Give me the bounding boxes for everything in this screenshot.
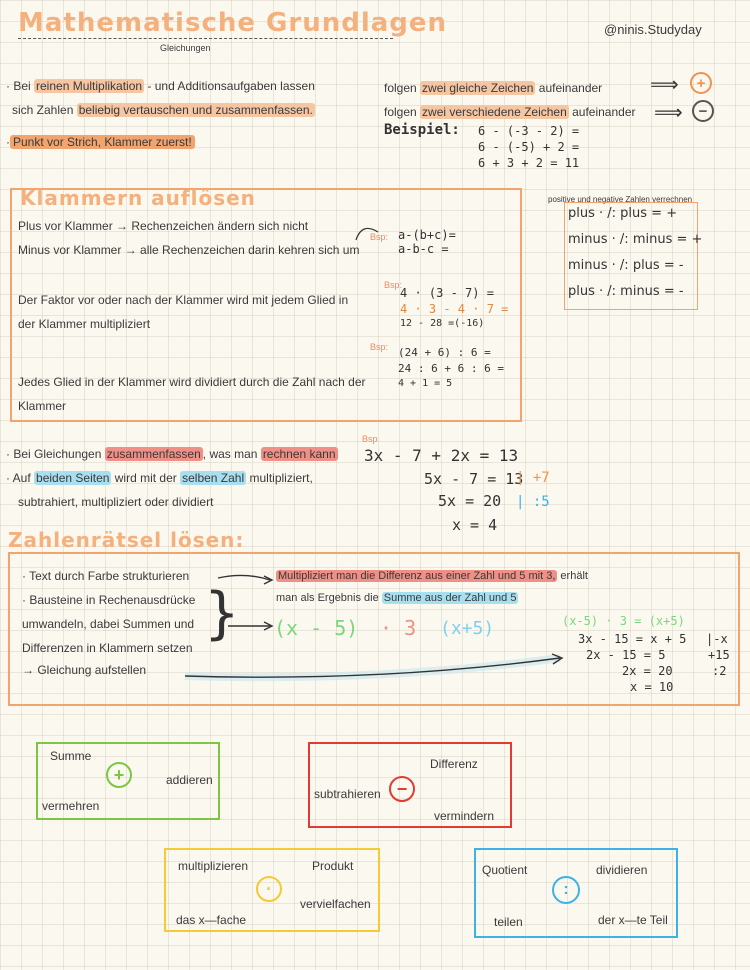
faktor-bsp-3: 12 - 28 =(-16) xyxy=(400,318,485,329)
minus-vor-klammer: Minus vor Klammer → alle Rechenzeichen darin kehren sich um xyxy=(18,243,360,257)
arrow-icon: ⟹ xyxy=(650,74,679,96)
colon-icon: : xyxy=(552,876,580,904)
div-rule-2: Klammer xyxy=(18,399,67,413)
eq-step-2-op: | +7 xyxy=(516,470,550,486)
raetsel-step-1: · Text durch Farbe strukturieren xyxy=(22,569,190,583)
bsp-klammer-1: a-(b+c)= xyxy=(398,228,456,242)
faktor-rule-1: Der Faktor vor oder nach der Klammer wird mit jedem Glied in xyxy=(18,293,349,307)
task-line-1: Multipliziert man die Differenz aus einer Zahl und 5 mit 3, erhält xyxy=(278,570,588,582)
raetsel-eq-3: 2x - 15 = 5 xyxy=(586,648,666,662)
gleichungen-line-2: · Auf beiden Seiten wird mit der selben Zahl multipliziert, xyxy=(6,471,313,485)
eq-step-3-op: | :5 xyxy=(516,494,550,510)
sign-row-1: plus · /: plus = + xyxy=(568,206,678,221)
raetsel-eq-4-op: :2 xyxy=(712,664,727,678)
div-word-dividieren: dividieren xyxy=(596,863,648,877)
expr-sum: (x+5) xyxy=(440,618,495,639)
eq-step-4: x = 4 xyxy=(452,516,498,534)
raetsel-eq-2: 3x - 15 = x + 5 xyxy=(578,632,687,646)
page-subtitle: Gleichungen xyxy=(160,43,211,53)
arrow-icon: ⟹ xyxy=(654,102,683,124)
plus-icon: + xyxy=(106,762,132,788)
add-word-vermehren: vermehren xyxy=(42,799,100,813)
mul-word-vervielfachen: vervielfachen xyxy=(300,897,371,911)
div-bsp-2: 24 : 6 + 6 : 6 = xyxy=(398,362,504,375)
div-bsp-1: (24 + 6) : 6 = xyxy=(398,346,491,359)
intro-line-2: sich Zahlen beliebig vertauschen und zusammenfassen. xyxy=(12,103,313,117)
rule-punkt-vor-strich: · Punkt vor Strich, Klammer zuerst! xyxy=(6,134,195,150)
raetsel-step-5: → Gleichung aufstellen xyxy=(22,663,147,677)
div-rule-1: Jedes Glied in der Klammer wird dividiert durch die Zahl nach der xyxy=(18,375,366,389)
raetsel-eq-3-op: +15 xyxy=(708,648,730,662)
gleichungen-line-1: · Bei Gleichungen zusammenfassen , was man rechnen kann xyxy=(6,447,336,461)
div-word-xteteil: der x—te Teil xyxy=(598,913,668,927)
eq-step-1: 3x - 7 + 2x = 13 xyxy=(364,446,519,465)
mul-word-produkt: Produkt xyxy=(312,859,354,873)
bsp-klammer-2: a-b-c = xyxy=(398,242,449,256)
task-line-2: man als Ergebnis die Summe aus der Zahl und 5 xyxy=(276,592,517,604)
raetsel-eq-2-op: |-x xyxy=(706,632,728,646)
bsp-label: Bsp: xyxy=(370,232,389,242)
example-step-1: 6 - (-3 - 2) = xyxy=(478,124,580,138)
div-bsp-3: 4 + 1 = 5 xyxy=(398,378,453,389)
expr-difference: (x - 5) xyxy=(274,616,359,640)
example-step-3: 6 + 3 + 2 = 11 xyxy=(478,156,580,170)
raetsel-eq-1: (x-5) · 3 = (x+5) xyxy=(562,614,685,628)
dot-icon: · xyxy=(256,876,282,902)
bsp-label: Bsp xyxy=(362,434,378,444)
sub-word-differenz: Differenz xyxy=(430,757,478,771)
same-signs-line: folgen zwei gleiche Zeichen aufeinander xyxy=(384,81,603,95)
sign-row-2: minus · /: minus = + xyxy=(568,232,703,247)
example-step-2: 6 - (-5) + 2 = xyxy=(478,140,580,154)
bsp-label: Bsp: xyxy=(384,280,403,290)
mul-word-multiplizieren: multiplizieren xyxy=(178,859,249,873)
raetsel-step-2: · Bausteine in Rechenausdrücke xyxy=(22,593,196,607)
raetsel-step-3: umwandeln, dabei Summen und xyxy=(22,617,195,631)
div-word-teilen: teilen xyxy=(494,915,523,929)
page-title: Mathematische Grundlagen xyxy=(18,8,448,38)
eq-step-2: 5x - 7 = 13 xyxy=(424,470,524,488)
gleichungen-line-3: subtrahiert, multipliziert oder dividiert xyxy=(18,495,214,509)
add-word-summe: Summe xyxy=(50,749,92,763)
add-word-addieren: addieren xyxy=(166,773,213,787)
faktor-bsp-2: 4 · 3 - 4 · 7 = xyxy=(400,302,509,316)
raetsel-eq-5: x = 10 xyxy=(630,680,674,694)
mul-word-xfache: das x—fache xyxy=(176,913,247,927)
expr-times-three: · 3 xyxy=(380,616,417,640)
sign-row-3: minus · /: plus = - xyxy=(568,258,684,273)
raetsel-eq-4: 2x = 20 xyxy=(622,664,673,678)
eq-step-3: 5x = 20 xyxy=(438,492,502,510)
sub-word-vermindern: vermindern xyxy=(434,809,495,823)
div-word-quotient: Quotient xyxy=(482,863,528,877)
minus-icon: − xyxy=(389,776,415,802)
author-handle: @ninis.Studyday xyxy=(604,22,702,37)
title-underline xyxy=(18,38,393,39)
sub-word-subtrahieren: subtrahieren xyxy=(314,787,381,801)
example-label: Beispiel: xyxy=(384,122,460,138)
klammern-title: Klammern auflösen xyxy=(20,186,256,210)
plus-icon: + xyxy=(690,72,712,94)
minus-icon: − xyxy=(692,100,714,122)
sign-table-caption: positive und negative Zahlen verrechnen xyxy=(548,195,693,204)
bsp-label: Bsp: xyxy=(370,342,389,352)
faktor-bsp-1: 4 · (3 - 7) = xyxy=(400,286,494,300)
raetsel-title: Zahlenrätsel lösen: xyxy=(8,528,245,552)
plus-vor-klammer: Plus vor Klammer → Rechenzeichen ändern sich nicht xyxy=(18,219,309,233)
intro-line-1: · Bei reinen Multiplikation - und Additionsaufgaben lassen xyxy=(6,79,315,93)
diff-signs-line: folgen zwei verschiedene Zeichen aufeinander xyxy=(384,105,636,119)
raetsel-step-4: Differenzen in Klammern setzen xyxy=(22,641,193,655)
faktor-rule-2: der Klammer multipliziert xyxy=(18,317,151,331)
sign-row-4: plus · /: minus = - xyxy=(568,284,684,299)
brace-icon: } xyxy=(204,581,240,646)
